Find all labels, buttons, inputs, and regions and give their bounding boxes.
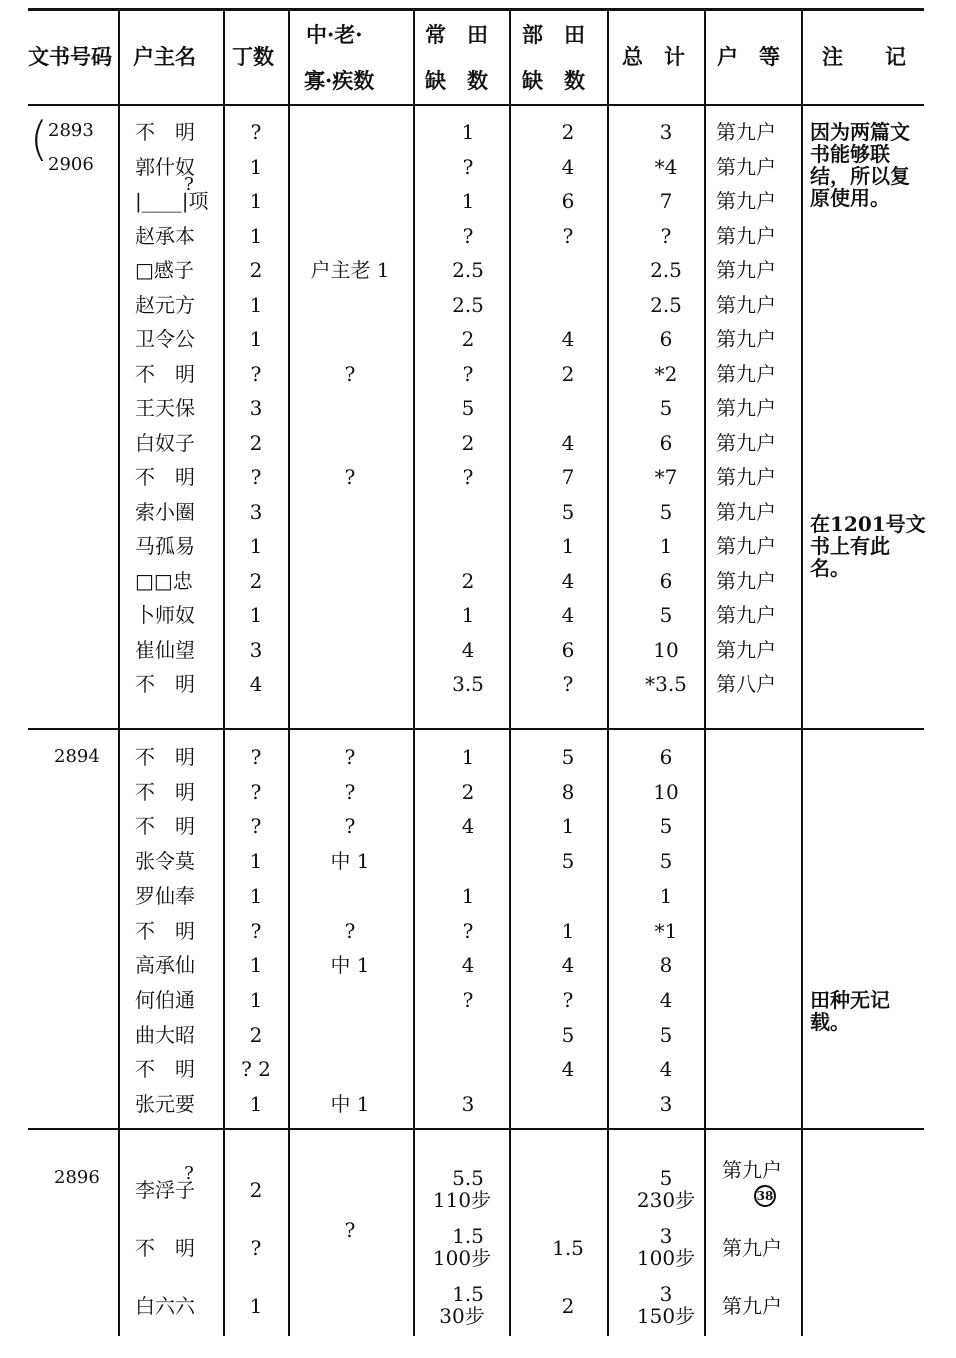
cell-ding: ?: [250, 120, 262, 144]
doc-number: 2893: [48, 120, 94, 141]
cell-ding: 2: [249, 1022, 263, 1047]
cell-household-grade: 第九户: [716, 154, 776, 179]
cell-ding: ? 2: [241, 1057, 271, 1082]
header-chang-line1: 常 田: [425, 22, 488, 47]
cell-head-name: 不 明: [135, 465, 195, 489]
cell-chang-tian: 4: [461, 953, 475, 978]
cell-head-name: 崔仙望: [135, 637, 195, 662]
cell-zlgj: ?: [344, 1218, 356, 1242]
cell-household-grade: 第九户: [716, 292, 776, 317]
doc-number-brace: (: [30, 112, 48, 166]
cell-head-name: 卫令公: [135, 327, 195, 351]
cell-household-grade: 第九户: [722, 1236, 782, 1260]
cell-chang-tian: 1: [461, 189, 475, 213]
cell-zlgj: 中 1: [330, 1092, 370, 1116]
cell-ding: 2: [249, 568, 263, 593]
cell-total: 1: [659, 534, 673, 558]
cell-head-name: 不 明: [135, 1236, 195, 1260]
col-line-2: [223, 10, 225, 1336]
cell-head-name: 赵承本: [135, 223, 195, 248]
cell-head-name: 李浮子: [135, 1178, 195, 1202]
footnote-circled-number: 38: [754, 1185, 776, 1207]
cell-total: 5: [659, 396, 673, 420]
cell-bu-tian: 4: [561, 568, 575, 593]
cell-household-grade: 第九户: [716, 499, 776, 524]
cell-zlgj: 户主老 1: [310, 258, 390, 282]
cell-head-name: 曲大昭: [135, 1022, 195, 1047]
cell-chang-tian: 3.5: [452, 672, 484, 696]
cell-name-uncertain-mark: ?: [184, 1163, 194, 1184]
cell-household-grade: 第九户: [716, 258, 776, 282]
cell-bu-tian: ?: [562, 987, 574, 1012]
cell-chang-tian: ?: [462, 918, 474, 943]
cell-ding: 3: [249, 396, 263, 420]
cell-total: *4: [654, 154, 678, 179]
cell-ding: 1: [249, 292, 263, 317]
cell-household-grade: 第九户: [716, 120, 776, 144]
cell-bu-tian: 1: [561, 534, 575, 558]
cell-head-name: |____|项: [135, 189, 209, 213]
cell-bu-tian: 2: [561, 361, 575, 386]
cell-bu-tian: 1: [561, 918, 575, 943]
cell-total-steps: 150步: [636, 1304, 696, 1328]
cell-household-grade: 第九户: [722, 1294, 782, 1318]
col-line-8: [801, 10, 803, 1336]
cell-total: 5: [659, 849, 673, 874]
cell-total: *3.5: [645, 672, 687, 696]
cell-bu-tian: 4: [561, 953, 575, 978]
header-bu-line1: 部 田: [522, 22, 585, 47]
cell-chang-tian: 5: [461, 396, 475, 420]
header-chang-line2: 缺 数: [425, 68, 488, 93]
cell-ding: ?: [250, 745, 262, 769]
cell-total: 6: [659, 327, 673, 351]
cell-total: 3: [659, 1282, 673, 1306]
cell-bu-tian: 4: [561, 603, 575, 627]
cell-household-grade: 第九户: [716, 223, 776, 248]
cell-chang-tian-steps: 110步: [432, 1188, 492, 1212]
cell-household-grade: 第九户: [722, 1158, 782, 1182]
cell-zlgj: ?: [344, 814, 356, 839]
cell-ding: 1: [249, 534, 263, 558]
cell-total: 10: [653, 637, 679, 662]
cell-chang-tian: 3: [461, 1092, 475, 1116]
cell-head-name: 不 明: [135, 814, 195, 839]
cell-bu-tian: 1: [561, 814, 575, 839]
cell-total: 6: [659, 430, 673, 455]
cell-head-name: 卜师奴: [135, 603, 195, 627]
cell-zlgj: ?: [344, 465, 356, 489]
cell-total: 3: [659, 120, 673, 144]
cell-total: 10: [653, 779, 679, 804]
cell-total: 2.5: [650, 292, 682, 317]
cell-bu-tian: ?: [562, 672, 574, 696]
cell-chang-tian: 1.5: [452, 1224, 484, 1248]
cell-total-steps: 100步: [636, 1246, 696, 1270]
cell-head-name: 罗仙奉: [135, 883, 195, 908]
header-ding: 丁数: [232, 44, 274, 69]
header-total: 总 计: [622, 44, 685, 69]
top-rule: [28, 8, 924, 11]
cell-ding: 1: [249, 953, 263, 978]
cell-ding: 1: [249, 849, 263, 874]
cell-head-name: 王天保: [135, 396, 195, 420]
header-note: 注 记: [822, 44, 906, 69]
cell-total: *2: [654, 361, 678, 386]
cell-household-grade: 第九户: [716, 189, 776, 213]
cell-head-name: 不 明: [135, 120, 195, 144]
cell-bu-tian: 6: [561, 189, 575, 213]
cell-ding: 1: [249, 1294, 263, 1318]
cell-total: 3: [659, 1224, 673, 1248]
cell-ding: 3: [249, 637, 263, 662]
cell-ding: ?: [250, 1236, 262, 1260]
cell-ding: ?: [250, 361, 262, 386]
cell-household-grade: 第八户: [716, 672, 776, 696]
cell-chang-tian: 2: [461, 430, 475, 455]
cell-head-name: 何伯通: [135, 987, 195, 1012]
cell-chang-tian: 2: [461, 779, 475, 804]
cell-ding: 3: [249, 499, 263, 524]
cell-ding: ?: [250, 465, 262, 489]
cell-chang-tian: ?: [462, 361, 474, 386]
cell-household-grade: 第九户: [716, 637, 776, 662]
cell-ding: 2: [249, 258, 263, 282]
cell-chang-tian-steps: 30步: [439, 1304, 485, 1328]
cell-head-name: 不 明: [135, 1057, 195, 1082]
header-zlgj-line2: 寡·疾数: [304, 68, 375, 93]
note-name-in-1201: 在1201号文书上有此名。: [810, 512, 926, 580]
cell-total-steps: 230步: [636, 1188, 696, 1212]
cell-total: 4: [659, 987, 673, 1012]
cell-chang-tian: 1: [461, 603, 475, 627]
cell-ding: 1: [249, 327, 263, 351]
cell-bu-tian: 4: [561, 430, 575, 455]
cell-total: ?: [660, 223, 672, 248]
cell-ding: ?: [250, 814, 262, 839]
header-grade: 户 等: [717, 44, 780, 69]
cell-bu-tian: 4: [561, 1057, 575, 1082]
cell-bu-tian: 5: [561, 499, 575, 524]
cell-ding: 4: [249, 672, 263, 696]
header-bu-line2: 缺 数: [522, 68, 585, 93]
cell-zlgj: 中 1: [330, 849, 370, 874]
cell-bu-tian: 2: [561, 1294, 575, 1318]
cell-chang-tian: 4: [461, 814, 475, 839]
cell-zlgj: ?: [344, 361, 356, 386]
cell-chang-tian: ?: [462, 465, 474, 489]
cell-chang-tian: 4: [461, 637, 475, 662]
cell-head-name: □感子: [135, 258, 194, 282]
cell-household-grade: 第九户: [716, 327, 776, 351]
cell-bu-tian: 4: [561, 327, 575, 351]
cell-chang-tian: 1: [461, 883, 475, 908]
cell-chang-tian: 2: [461, 327, 475, 351]
cell-ding: 1: [249, 189, 263, 213]
cell-bu-tian: 5: [561, 745, 575, 769]
cell-head-name: 不 明: [135, 672, 195, 696]
cell-zlgj: 中 1: [330, 953, 370, 978]
col-line-7: [704, 10, 706, 1336]
cell-head-name: 索小圈: [135, 499, 195, 524]
cell-head-name: 不 明: [135, 779, 195, 804]
col-line-6: [607, 10, 609, 1336]
section-divider-2: [28, 1128, 924, 1130]
cell-ding: 1: [249, 987, 263, 1012]
doc-number: 2896: [54, 1167, 100, 1188]
cell-chang-tian-steps: 100步: [432, 1246, 492, 1270]
cell-chang-tian: ?: [462, 987, 474, 1012]
cell-total: 6: [659, 568, 673, 593]
cell-bu-tian: 1.5: [552, 1236, 584, 1260]
cell-household-grade: 第九户: [716, 396, 776, 420]
cell-chang-tian: ?: [462, 223, 474, 248]
cell-bu-tian: 5: [561, 849, 575, 874]
cell-name-uncertain-mark: ?: [184, 174, 194, 195]
cell-household-grade: 第九户: [716, 534, 776, 558]
cell-head-name: 不 明: [135, 745, 195, 769]
header-doc-no: 文书号码: [28, 44, 112, 69]
cell-total: 5: [659, 814, 673, 839]
cell-bu-tian: 4: [561, 154, 575, 179]
cell-total: 5: [659, 499, 673, 524]
cell-head-name: 张元要: [135, 1092, 195, 1116]
cell-head-name: 郭什奴: [135, 154, 195, 179]
doc-number: 2906: [48, 154, 94, 175]
cell-chang-tian: 2.5: [452, 292, 484, 317]
col-line-1: [118, 10, 120, 1336]
section-divider-1: [28, 728, 924, 730]
cell-ding: 1: [249, 154, 263, 179]
cell-total: *1: [654, 918, 678, 943]
cell-zlgj: ?: [344, 779, 356, 804]
cell-bu-tian: 8: [561, 779, 575, 804]
cell-total: 5: [659, 1022, 673, 1047]
cell-ding: 2: [249, 430, 263, 455]
cell-household-grade: 第九户: [716, 603, 776, 627]
cell-head-name: 白奴子: [135, 430, 195, 455]
cell-total: 7: [659, 189, 673, 213]
doc-number: 2894: [54, 746, 100, 767]
cell-chang-tian: 2.5: [452, 258, 484, 282]
cell-ding: 1: [249, 603, 263, 627]
cell-total: 4: [659, 1057, 673, 1082]
cell-total: 3: [659, 1092, 673, 1116]
cell-total: 2.5: [650, 258, 682, 282]
cell-total: 5: [659, 603, 673, 627]
header-zlgj-line1: 中·老·: [306, 22, 363, 47]
cell-household-grade: 第九户: [716, 430, 776, 455]
cell-chang-tian: ?: [462, 154, 474, 179]
cell-chang-tian: 1: [461, 745, 475, 769]
cell-head-name: 不 明: [135, 918, 195, 943]
header-bottom-rule: [28, 104, 924, 106]
cell-ding: 1: [249, 223, 263, 248]
col-line-3: [288, 10, 290, 1336]
note-joined-documents: 因为两篇文书能够联结，所以复原使用。: [810, 120, 910, 210]
cell-household-grade: 第九户: [716, 361, 776, 386]
cell-head-name: 马孤易: [135, 534, 195, 558]
cell-ding: ?: [250, 779, 262, 804]
cell-chang-tian: 2: [461, 568, 475, 593]
cell-head-name: 不 明: [135, 361, 195, 386]
cell-chang-tian: 1: [461, 120, 475, 144]
note-no-field-type: 田种无记载。: [810, 988, 890, 1034]
cell-total: 5: [659, 1166, 673, 1190]
cell-household-grade: 第九户: [716, 465, 776, 489]
cell-bu-tian: 7: [561, 465, 575, 489]
header-head-name: 户主名: [133, 44, 196, 69]
cell-chang-tian: 5.5: [452, 1166, 484, 1190]
cell-total: *7: [654, 465, 678, 489]
col-line-5: [509, 10, 511, 1336]
cell-ding: 1: [249, 883, 263, 908]
cell-head-name: 赵元方: [135, 292, 195, 317]
cell-chang-tian: 1.5: [452, 1282, 484, 1306]
cell-ding: 2: [249, 1178, 263, 1202]
cell-total: 1: [659, 883, 673, 908]
cell-head-name: 白六六: [135, 1294, 195, 1318]
cell-zlgj: ?: [344, 745, 356, 769]
cell-ding: 1: [249, 1092, 263, 1116]
cell-zlgj: ?: [344, 918, 356, 943]
cell-head-name: 高承仙: [135, 953, 195, 978]
cell-bu-tian: ?: [562, 223, 574, 248]
cell-total: 8: [659, 953, 673, 978]
cell-bu-tian: 6: [561, 637, 575, 662]
cell-bu-tian: 2: [561, 120, 575, 144]
cell-household-grade: 第九户: [716, 568, 776, 593]
cell-ding: ?: [250, 918, 262, 943]
cell-total: 6: [659, 745, 673, 769]
cell-bu-tian: 5: [561, 1022, 575, 1047]
col-line-4: [413, 10, 415, 1336]
cell-head-name: □□忠: [135, 568, 193, 593]
cell-head-name: 张令莫: [135, 849, 195, 874]
